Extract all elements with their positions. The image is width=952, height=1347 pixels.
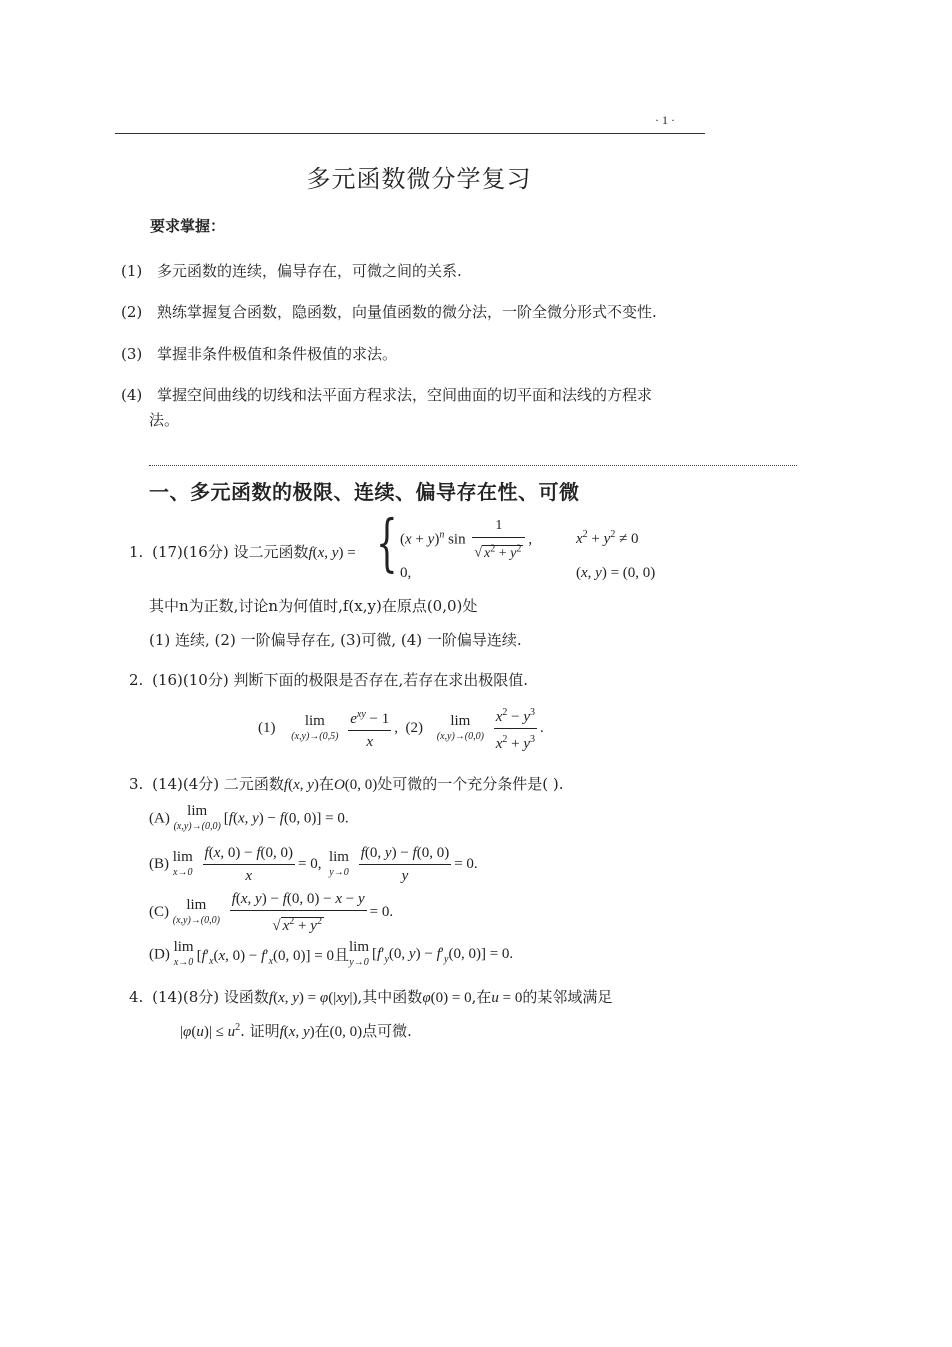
requirement-item bbox=[121, 301, 657, 322]
page-title: 多元函数微分学复习 bbox=[306, 165, 532, 193]
problem-2-limits: (1) lim (x,y)→(0,5) $\frac{e^{xy} - 1}{x}$ , (2) lim (x,y)→(0,0) $\frac{x^2 - y^3}{x^2 + y^3}$ . bbox=[258, 704, 544, 753]
problem-tag: (14)(8分) 设函数 bbox=[152, 988, 269, 1006]
problem-1: 1. (17)(16分) 设二元函数f(x, y) = bbox=[129, 543, 356, 561]
requirements-heading: 要求掌握： bbox=[150, 217, 226, 235]
piecewise-condition-1: $x^2 + y^2 \ne 0$ bbox=[576, 529, 639, 547]
page-number: · 1 · bbox=[655, 113, 675, 127]
problem-number: 3. bbox=[129, 775, 144, 793]
problem-number: 1. bbox=[129, 543, 144, 561]
item-text: 熟练掌握复合函数，隐函数，向量值函数的微分法，一阶全微分形式不变性. bbox=[157, 303, 657, 321]
option-d: (D) lim x→0 [$f'_x(x$, $0) - f'_x(0$, 0)] = 0且lim y→0 [$f'_y(0$, $y) - f'_y(0$, 0)] = 0. bbox=[149, 939, 514, 968]
problem-tail: 处可微的一个充分条件是( ). bbox=[377, 775, 564, 793]
requirement-item bbox=[121, 343, 397, 364]
item-text: 多元函数的连续，偏导存在，可微之间的关系. bbox=[157, 262, 462, 280]
problem-tag: (17)(16分) 设二元函数 bbox=[152, 543, 309, 561]
problem-number: 2. bbox=[129, 671, 144, 689]
option-c: (C) lim (x,y)→(0,0) $\frac{f(x, y) - f(0, 0) - x - y}{√ x^2 + y^2}$ = 0. bbox=[149, 891, 394, 934]
dotted-separator bbox=[149, 465, 797, 466]
problem-4: 4. (14)(8分) 设函数f(x, y) = φ(|xy|),其中函数φ(0) = 0,在u = 0的某邻域满足 bbox=[129, 988, 613, 1006]
problem-4-tail: . 证明 bbox=[240, 1022, 280, 1040]
problem-number: 4. bbox=[129, 988, 144, 1006]
problem-4-line-2: $|\varphi(u)| \le u^2$. 证明f(x, y)在(0, 0)点可微. bbox=[180, 1022, 412, 1040]
problem-3: 3. (14)(4分) 二元函数f(x, y)在O(0, 0)处可微的一个充分条件是( ). bbox=[129, 775, 564, 793]
item-text: 掌握空间曲线的切线和法平面方程求法，空间曲面的切平面和法线的方程求 bbox=[157, 386, 653, 404]
piecewise-case-1: $(x + y)^n$ sin $\frac{1}{√ x^2 + y^2}$ , bbox=[400, 518, 533, 561]
option-b: (B) lim x→0 $\frac{f(x, 0) - f(0, 0)}{x}$ = 0, lim y→0 $\frac{f(0, y) - f(0, 0)}{y}$ = 0. bbox=[149, 845, 478, 884]
item-number: (4) bbox=[121, 386, 143, 404]
section-heading: 一、多元函数的极限、连续、偏导存在性、可微 bbox=[149, 480, 580, 504]
item-number: (1) bbox=[121, 262, 143, 280]
problem-text: (16)(10分) 判断下面的极限是否存在,若存在求出极限值. bbox=[152, 671, 528, 689]
piecewise-brace: { bbox=[376, 506, 398, 579]
requirement-item-continuation: 法。 bbox=[149, 411, 180, 429]
problem-2 bbox=[129, 669, 528, 690]
item-number: (3) bbox=[121, 345, 143, 363]
problem-1-line-3: (1) 连续, (2) 一阶偏导存在, (3)可微, (4) 一阶偏导连续. bbox=[149, 631, 522, 649]
problem-tag: (14)(4分) 二元函数 bbox=[152, 775, 284, 793]
item-text: 掌握非条件极值和条件极值的求法。 bbox=[157, 345, 398, 363]
piecewise-case-2: 0, bbox=[400, 565, 412, 581]
requirement-item bbox=[121, 384, 652, 405]
requirement-item bbox=[121, 260, 462, 281]
header-rule bbox=[115, 133, 705, 134]
piecewise-condition-2: (x, y) = (0, 0) bbox=[576, 565, 656, 581]
item-number: (2) bbox=[121, 303, 143, 321]
problem-1-line-2: 其中n为正数,讨论n为何值时,f(x,y)在原点(0,0)处 bbox=[149, 597, 478, 615]
option-a: (A) lim (x,y)→(0,0) [f(x, y) − f(0, 0)] = 0. bbox=[149, 803, 349, 832]
